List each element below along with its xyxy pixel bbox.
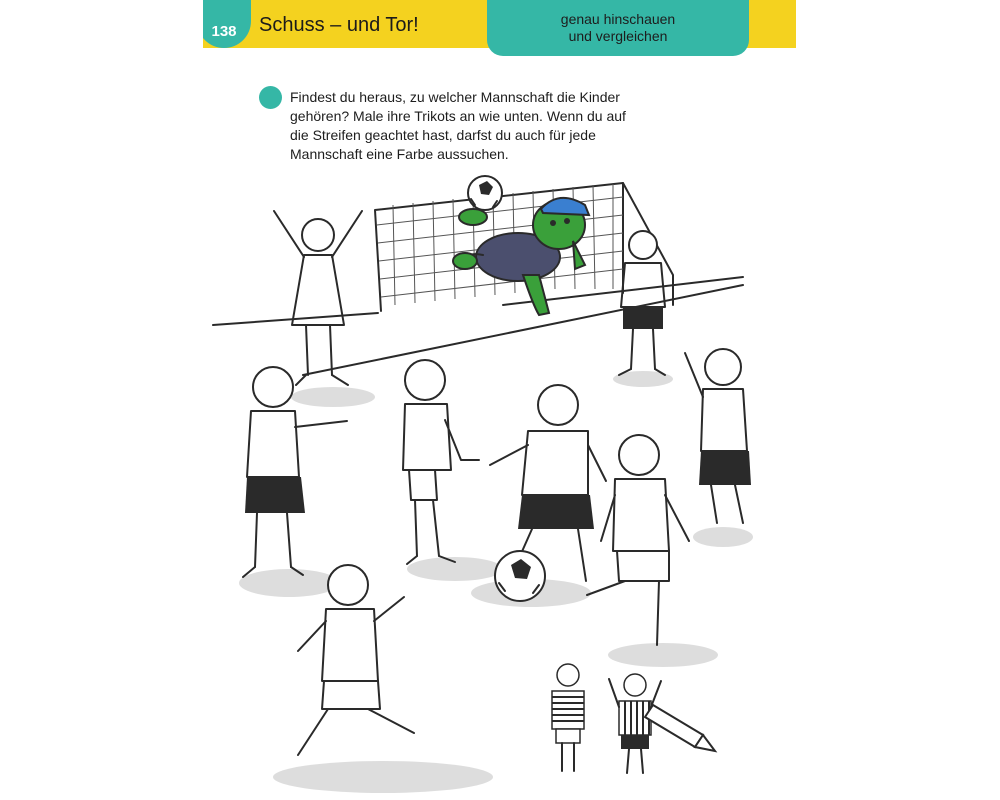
child-player-icon: [587, 435, 689, 645]
child-player-icon: [685, 349, 751, 523]
task-bullet-icon: [259, 86, 282, 109]
child-player-icon: [403, 360, 479, 564]
hint-tab: [487, 0, 749, 56]
task-instruction: [290, 88, 660, 164]
pencil-icon: [645, 705, 715, 751]
hint-line-1: genau hinschauen: [560, 11, 676, 27]
soccer-ball-icon: [468, 176, 502, 210]
page-title: Schuss – und Tor!: [259, 14, 419, 36]
workbook-page: [203, 0, 796, 800]
soccer-ball-icon: [495, 551, 545, 601]
vertical-striped-jersey-example-icon: [609, 674, 661, 773]
page-number: 138: [211, 23, 237, 40]
football-scene-illustration: [203, 165, 796, 795]
instruction-line: die Streifen geachtet hast, darfst du auch für jede: [290, 127, 596, 143]
child-player-icon: [274, 211, 362, 385]
instruction-line: Findest du heraus, zu welcher Mannschaft die Kinder: [290, 89, 620, 105]
child-player-icon: [490, 385, 606, 581]
hint-line-2: und vergleichen: [568, 28, 668, 44]
instruction-line: gehören? Male ihre Trikots an wie unten. Wenn du auf: [290, 108, 626, 124]
instruction-line: Mannschaft eine Farbe aussuchen.: [290, 146, 509, 162]
striped-jersey-example-icon: [552, 664, 584, 771]
